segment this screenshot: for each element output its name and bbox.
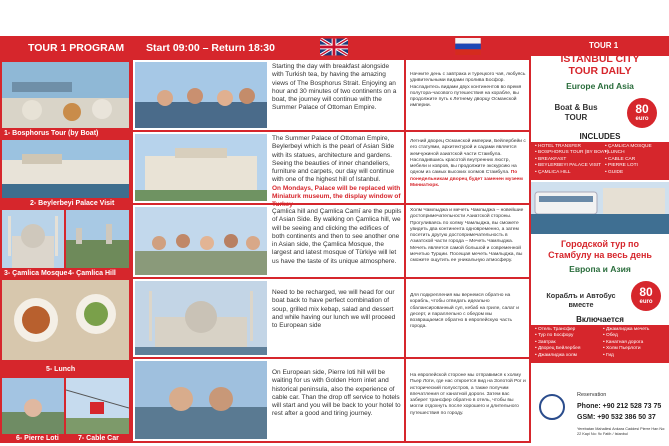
price-badge: 80 euro [627, 98, 657, 128]
lunch-photo [2, 280, 129, 360]
ru-row-4 [406, 279, 529, 359]
ru-includes-item: • Джамлиджа мечеть [603, 327, 650, 332]
caption-7: 7- Cable Car [78, 435, 119, 442]
photo-column [0, 60, 131, 443]
includes-item: • BREAKFAST [535, 156, 567, 162]
ru-tour-subtitle: Европа и Азия [569, 264, 631, 274]
en-row-4 [133, 279, 404, 359]
couple-photo [135, 361, 267, 439]
includes-item: • ÇAMLICA MOSQUE [605, 144, 652, 149]
en-text-5: On European side, Pierre loti hill will be waiting for us with Golden Horn inlet and historical peninsula, also the experience of cable car. Than the drop off service to hotels will start and you will be back to your hotel to rest after a good and tiring journey. [272, 369, 401, 418]
includes-item: • CABLE CAR [605, 156, 636, 162]
ru-price-badge: 80 euro [631, 281, 661, 311]
ru-row-2 [406, 132, 529, 205]
camlica-hill-photo [66, 210, 129, 268]
time-label: Start 09:00 – Return 18:30 [146, 42, 275, 54]
pierre-loti-photo [2, 378, 64, 434]
includes-item: • ÇAMLICA HILL [535, 169, 571, 175]
gsm-number[interactable]: GSM: +90 532 386 50 37 [577, 414, 656, 421]
ru-includes-item: • Завтрак [535, 339, 556, 345]
tour-subtitle: Europe And Asia [566, 81, 634, 91]
caption-5: 5- Lunch [46, 366, 76, 373]
tour-sidebar [531, 36, 669, 443]
palace-photo [135, 134, 267, 201]
includes-item: • PIERRE LOTI [605, 163, 638, 169]
ru-note-2: По понедельникам дворец будет заменен музеем Миниатюрк. [410, 170, 523, 189]
ru-includes-item: • Джамлиджа холм [535, 352, 577, 358]
ru-includes-list [531, 325, 669, 363]
camlica-group-photo [135, 207, 267, 275]
camlica-mosque-photo [2, 210, 64, 268]
ru-row-1 [406, 60, 529, 132]
includes-item: • BEYLERBEYI PALACE VISIT [535, 163, 602, 169]
beylerbeyi-photo [2, 140, 129, 198]
ru-text-1: Начните день с завтрака и турецкого чая, любуясь удивительными видами пролива Босфор. Насладитесь видами двух континентов во время полутора-часового путешествия на корабле, вы продолжите путь к Летнему дворцу Османской империи. [410, 72, 526, 109]
tour-number-label: TOUR 1 [531, 36, 669, 56]
cable-car-photo [66, 378, 129, 434]
ru-includes-item: • Отель Трансфер [535, 327, 576, 332]
ru-tour-title: Городской тур по Стамбулу на весь день [548, 239, 652, 260]
includes-item: • HOTEL TRANSFER [535, 144, 581, 149]
ru-boat-bus-label: Кораблъ и Автобус вместе [546, 291, 616, 309]
boat-bus-label: Boat & Bus TOUR [554, 103, 598, 122]
includes-list [531, 142, 669, 180]
russia-flag-icon [455, 38, 481, 55]
tour-title: ISTANBUL CITY TOUR DAILY [560, 53, 640, 77]
ru-includes-item: • Тур по Босфору [535, 333, 574, 339]
header-bar [0, 36, 531, 60]
ru-includes-item: • Обед [603, 333, 618, 339]
en-row-2 [133, 132, 404, 209]
bosphorus-group-photo [135, 62, 267, 128]
ru-text-4: Для подкрепления мы вернемся обратно на корабль, чтобы отведать идеально сбалансированный суп, кебаб на гриле, салат и десерт, и параллельно с обедом мы возвращаемся обратно в европейскую часть города. [410, 293, 519, 330]
en-note-2: On Mondays, Palace will be replaced with Miniaturk museum, the display window of Turkey [272, 184, 401, 209]
caption-1: 1- Bosphorus Tour (by Boat) [4, 130, 99, 137]
en-text-4: Need to be recharged, we will head for our boat back to have perfect combination of soup, grilled mix kebap, salad and dessert and while having our lunch we will proceed to European side [272, 289, 396, 330]
program-label: TOUR 1 PROGRAM [28, 42, 125, 54]
includes-title: INCLUDES [579, 132, 621, 141]
en-row-1 [133, 60, 404, 132]
en-text-2: The Summer Palace of Ottoman Empire, Beylerbeyi which is the pearl of Asian Side with its statues, architecture and gardens. Seeing the beauties of inner chandeliers, furniture and carpets, our day will continue with one of the highest hill of Istanbul. On Mondays, Palace will be replaced with Miniaturk museum, the display window of Turkey [272, 135, 401, 209]
includes-item: • BOSPHORUS TOUR (BY BOAT) [535, 150, 609, 156]
en-row-3 [133, 205, 404, 279]
mosque-skyline-photo [135, 281, 267, 355]
caption-2: 2- Beylerbeyi Palace Visit [30, 200, 115, 207]
caption-6: 6- Pierre Loti [16, 435, 59, 442]
ru-text-2: Летний дворец Османской империи, Бейлербейи с его статуями, архитектурой и садами является жемчужиной азиатской части Стамбула. Насладившись красотой внутренних люстр, мебели и ковров, вы продолжите экскурсию на одном из самых высоких холмов Стамбула. По понедельникам дворец будет заменен музеем Миниатюрк. [410, 139, 526, 189]
caption-3: 3- Çamlica Mosque [4, 270, 68, 277]
reservation-label: Reservation [577, 392, 607, 398]
reservation-box [531, 386, 669, 443]
ru-text-3: Холм Чамлыджа и мечеть Чамлыджа – новейшие достопримечательности Азиатской стороны. Прогуливаясь по холму Чамлыджа, вы сможете увидеть два континента одновременно, а затем посетить другую достопримечательность в Азиатской части города – Мечеть Чамлыджа. Мечеть является самой большой и современной мечетью Турции. Посещая мечеть Чамлыджа, вы сможете ощутить ее уникальную атмосферу. [410, 208, 524, 264]
uk-flag-icon [320, 38, 348, 56]
en-text-3: Çamlica hill and Çamlica Camī are the pupils of Asian Side. By walking on Çamlica hill, we will be seeing and clicking the edifices of both continents and then to see another one in Asian side, the Çamlica Mosque, the largest and latest mosque of Türkiye will let us have the taste of its unique atmosphere. [272, 208, 402, 265]
russian-column [404, 60, 531, 443]
english-column [131, 60, 404, 443]
phone-number[interactable]: Phone: +90 212 528 73 75 [577, 403, 662, 410]
includes-item: • LUNCH [605, 150, 625, 156]
ru-includes-title: Включается [576, 315, 624, 324]
caption-4: 4- Çamlica Hill [68, 270, 116, 277]
ru-text-5: На европейской стороне мы отправимся к холму Пьер Лоти, где нас откроется вид на Золотой Рог и исторический полуостров, а также получим впечатления от канатной дороги. Затем вас заберет трансфер обратно в отель, чтобы вы могли отдохнуть после хорошего и длительного путешествия по городу. [410, 373, 526, 416]
ru-includes-item: • Гид [603, 352, 614, 358]
ru-includes-item: • Холм Пьерлоти [603, 346, 641, 352]
en-row-5 [133, 359, 404, 443]
bosphorus-photo [2, 62, 129, 128]
ru-row-5 [406, 359, 529, 443]
includes-item: • GUIDE [605, 169, 624, 175]
ru-includes-item: • Дворец Бейлербея [535, 346, 581, 352]
company-logo-icon [539, 394, 565, 420]
address: Yerebatan Mahallesi Ankara Caddesi Pierre Han No: 22 Kapi No: 9c Fatih / Istanbul [577, 427, 666, 436]
transport-photo [531, 182, 669, 234]
ru-includes-item: • Канатная дорога [603, 339, 644, 345]
en-text-1: Starting the day with breakfast alongside with Turkish tea, by having the amazing views of The Bosphorus Strait. Enjoying an hour and 30 minutes of two continents on a boat, the journey will continue with the Summer Palace of Ottoman Empire. [272, 63, 397, 112]
ru-row-3 [406, 205, 529, 279]
